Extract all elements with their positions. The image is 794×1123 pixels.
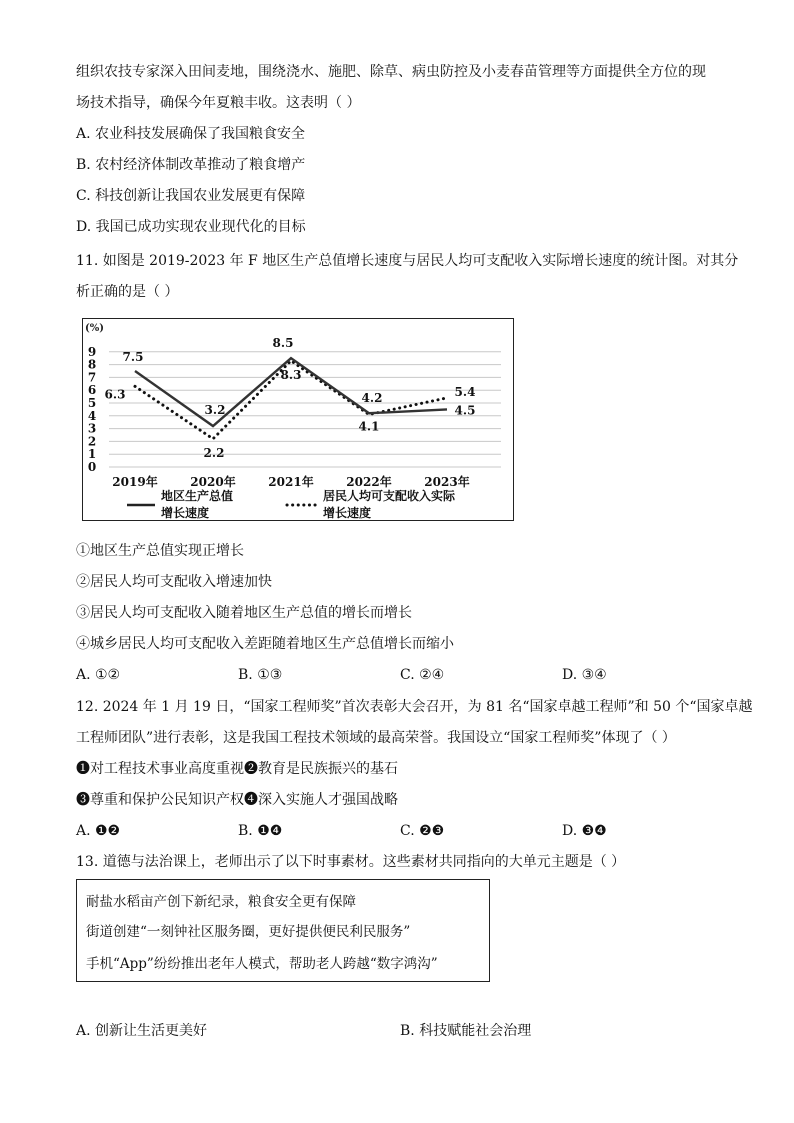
y-tick-label: 4	[87, 408, 97, 423]
growth-rate-chart	[82, 318, 514, 521]
data-label-gdp: 4.5	[454, 403, 476, 418]
q10-option-c: C. 科技创新让我国农业发展更有保障	[76, 188, 306, 204]
y-tick-label: 6	[87, 383, 97, 398]
data-label-income: 2.2	[203, 445, 225, 460]
data-label-income: 8.3	[280, 367, 302, 382]
q11-statement-2: ②居民人均可支配收入增速加快	[76, 574, 272, 590]
y-tick-label: 8	[87, 357, 97, 372]
q12-choice-b: B. ❶❹	[238, 823, 283, 839]
x-tick-label: 2019年	[112, 475, 158, 489]
q11-statement-4: ④城乡居民人均可支配收入差距随着地区生产总值增长而缩小	[76, 636, 454, 652]
q12-choice-a: A. ❶❷	[76, 823, 121, 839]
legend-income-label-line2: 增长速度	[323, 506, 372, 520]
q13-stem: 13. 道德与法治课上，老师出示了以下时事素材。这些素材共同指向的大单元主题是（ ）	[76, 854, 626, 870]
q13-choices	[76, 1021, 716, 1041]
q11-choice-a: A. ①②	[76, 667, 121, 683]
q13-choice-a: A. 创新让生活更美好	[76, 1023, 208, 1039]
data-label-gdp: 4.2	[361, 391, 383, 406]
q11-statement-1: ①地区生产总值实现正增长	[76, 543, 244, 559]
q11-stem-line1: 11. 如图是 2019-2023 年 F 地区生产总值增长速度与居民人均可支配收入实际增长速度的统计图。对其分	[76, 253, 739, 269]
q13-material-1: 耐盐水稻亩产创下新纪录，粮食安全更有保障	[86, 894, 356, 910]
q11-choices	[76, 665, 716, 685]
data-label-income: 6.3	[104, 387, 126, 402]
x-tick-label: 2022年	[346, 475, 392, 489]
y-tick-label: 9	[87, 344, 97, 359]
y-tick-label: 3	[87, 421, 97, 436]
data-label-gdp: 8.5	[272, 336, 294, 351]
legend-income-label-line1: 居民人均可支配收入实际	[323, 489, 456, 503]
y-tick-label: 1	[87, 447, 97, 462]
y-tick-label: 7	[87, 370, 97, 385]
x-tick-label: 2021年	[268, 475, 314, 489]
data-label-gdp: 7.5	[122, 350, 144, 364]
q12-statements-line1: ❶对工程技术事业高度重视❷教育是民族振兴的基石	[76, 761, 398, 777]
q11-choice-d: D. ③④	[562, 667, 607, 683]
q10-option-a: A. 农业科技发展确保了我国粮食安全	[76, 126, 306, 142]
q10-option-d: D. 我国已成功实现农业现代化的目标	[76, 219, 306, 235]
q10-stem-line2: 场技术指导，确保今年夏粮丰收。这表明（ ）	[76, 95, 361, 111]
data-label-gdp: 3.2	[204, 403, 226, 418]
growth-rate-chart-svg	[83, 319, 515, 522]
legend-gdp-label-line2: 增长速度	[161, 506, 210, 520]
y-unit-label: (%)	[85, 323, 104, 334]
q12-choices	[76, 821, 716, 841]
q11-choice-b: B. ①③	[238, 667, 283, 683]
q11-statement-3: ③居民人均可支配收入随着地区生产总值的增长而增长	[76, 605, 412, 621]
x-tick-label: 2020年	[190, 475, 236, 489]
q11-stem-line2: 析正确的是（ ）	[76, 284, 179, 300]
q13-material-3: 手机“App”纷纷推出老年人模式，帮助老人跨越“数字鸿沟”	[86, 956, 438, 972]
q12-statements-line2: ❸尊重和保护公民知识产权❹深入实施人才强国战略	[76, 792, 398, 808]
x-tick-label: 2023年	[424, 475, 470, 489]
q12-choice-c: C. ❷❸	[400, 823, 445, 839]
q13-material-box	[76, 879, 490, 982]
y-tick-label: 2	[87, 434, 97, 449]
q12-stem-line2: 工程师团队”进行表彰，这是我国工程技术领域的最高荣誉。我国设立“国家工程师奖”体现了（ ）	[76, 730, 676, 746]
q10-option-b: B. 农村经济体制改革推动了粮食增产	[76, 157, 306, 173]
q13-choice-b: B. 科技赋能社会治理	[400, 1023, 532, 1039]
y-tick-label: 0	[87, 460, 97, 474]
y-tick-label: 5	[87, 396, 97, 410]
q13-material-2: 街道创建“一刻钟社区服务圈，更好提供便民利民服务”	[86, 924, 411, 940]
q10-stem-line1: 组织农技专家深入田间麦地，围绕浇水、施肥、除草、病虫防控及小麦春苗管理等方面提供全方位的现	[76, 64, 706, 80]
q11-choice-c: C. ②④	[400, 667, 445, 683]
q12-stem-line1: 12. 2024 年 1 月 19 日，“国家工程师奖”首次表彰大会召开，为 81 名“国家卓越工程师”和 50 个“国家卓越	[76, 699, 753, 715]
data-label-income: 4.1	[358, 419, 380, 434]
q12-choice-d: D. ❸❹	[562, 823, 607, 839]
data-label-income: 5.4	[454, 384, 476, 399]
legend-gdp-label-line1: 地区生产总值	[161, 489, 234, 503]
